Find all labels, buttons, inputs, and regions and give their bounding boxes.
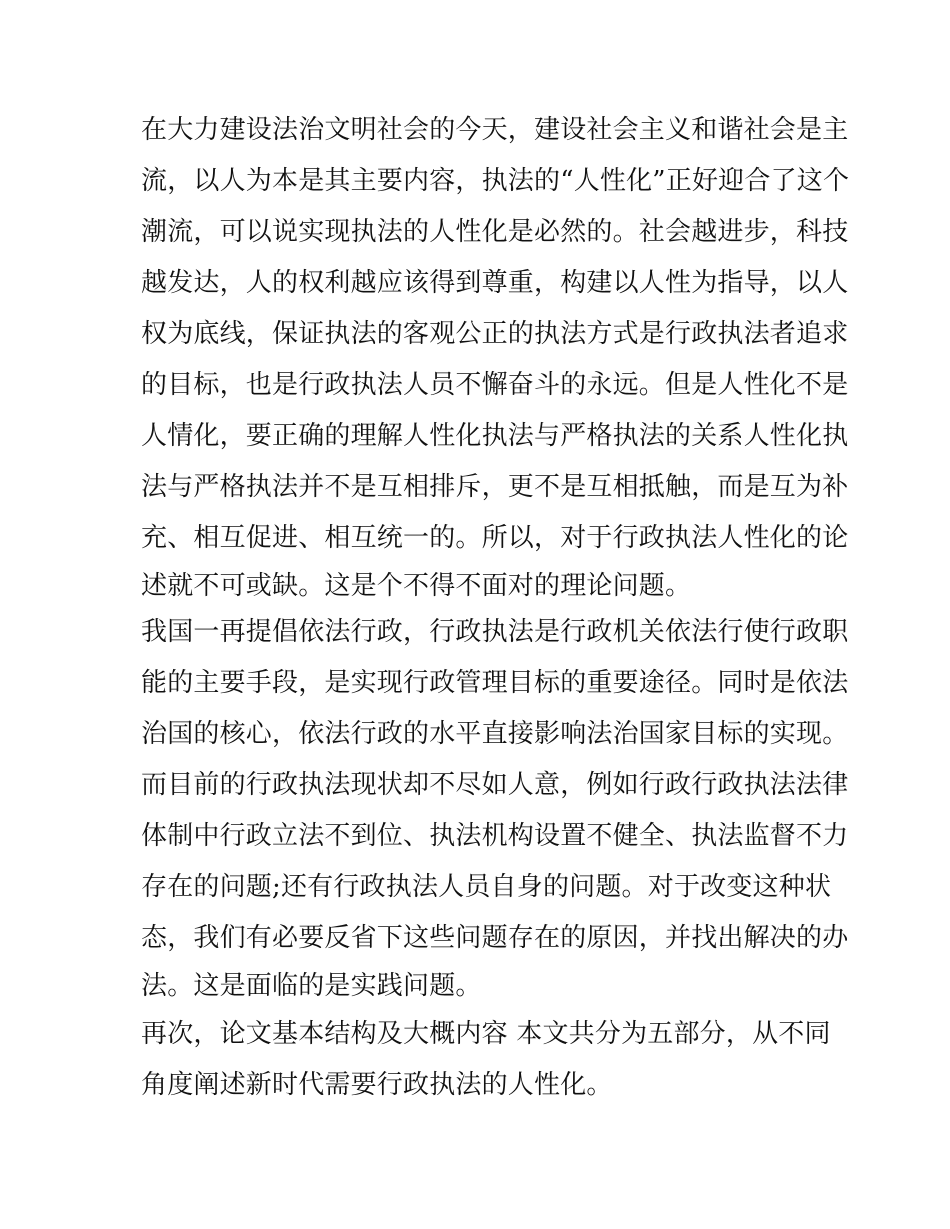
text-line: 我国一再提倡依法行政，行政执法是行政机关依法行使行政职 (141, 617, 849, 647)
text-line: 法与严格执法并不是互相排斥，更不是互相抵触，而是互为补 (141, 472, 849, 502)
text-line: 越发达，人的权利越应该得到尊重，构建以人性为指导，以人 (141, 268, 849, 298)
text-line: 而目前的行政执法现状却不尽如人意，例如行政行政执法法律 (141, 770, 849, 800)
text-line: 的目标，也是行政执法人员不懈奋斗的永远。但是人性化不是 (141, 370, 849, 400)
text-line: 权为底线，保证执法的客观公正的执法方式是行政执法者追求 (141, 319, 849, 349)
text-line: 治国的核心，依法行政的水平直接影响法治国家目标的实现。 (141, 719, 849, 749)
text-line: 法。这是面临的是实践问题。 (141, 971, 482, 1001)
text-line: 潮流，可以说实现执法的人性化是必然的。社会越进步，科技 (141, 217, 849, 247)
text-line: 人情化，要正确的理解人性化执法与严格执法的关系人性化执 (141, 421, 849, 451)
text-line: 在大力建设法治文明社会的今天，建设社会主义和谐社会是主 (141, 115, 849, 145)
text-line: 能的主要手段，是实现行政管理目标的重要途径。同时是依法 (141, 668, 849, 698)
text-line: 流，以人为本是其主要内容，执法的“人性化”正好迎合了这个 (141, 166, 850, 196)
text-line: 再次，论文基本结构及大概内容 本文共分为五部分，从不同 (141, 1019, 831, 1049)
text-line: 角度阐述新时代需要行政执法的人性化。 (141, 1070, 613, 1100)
text-line: 态，我们有必要反省下这些问题存在的原因，并找出解决的办 (141, 923, 849, 953)
text-line: 述就不可或缺。这是个不得不面对的理论问题。 (141, 571, 692, 601)
text-line: 充、相互促进、相互统一的。所以，对于行政执法人性化的论 (141, 523, 849, 553)
text-line: 体制中行政立法不到位、执法机构设置不健全、执法监督不力 (141, 821, 849, 851)
text-line: 存在的问题;还有行政执法人员自身的问题。对于改变这种状 (141, 872, 832, 902)
